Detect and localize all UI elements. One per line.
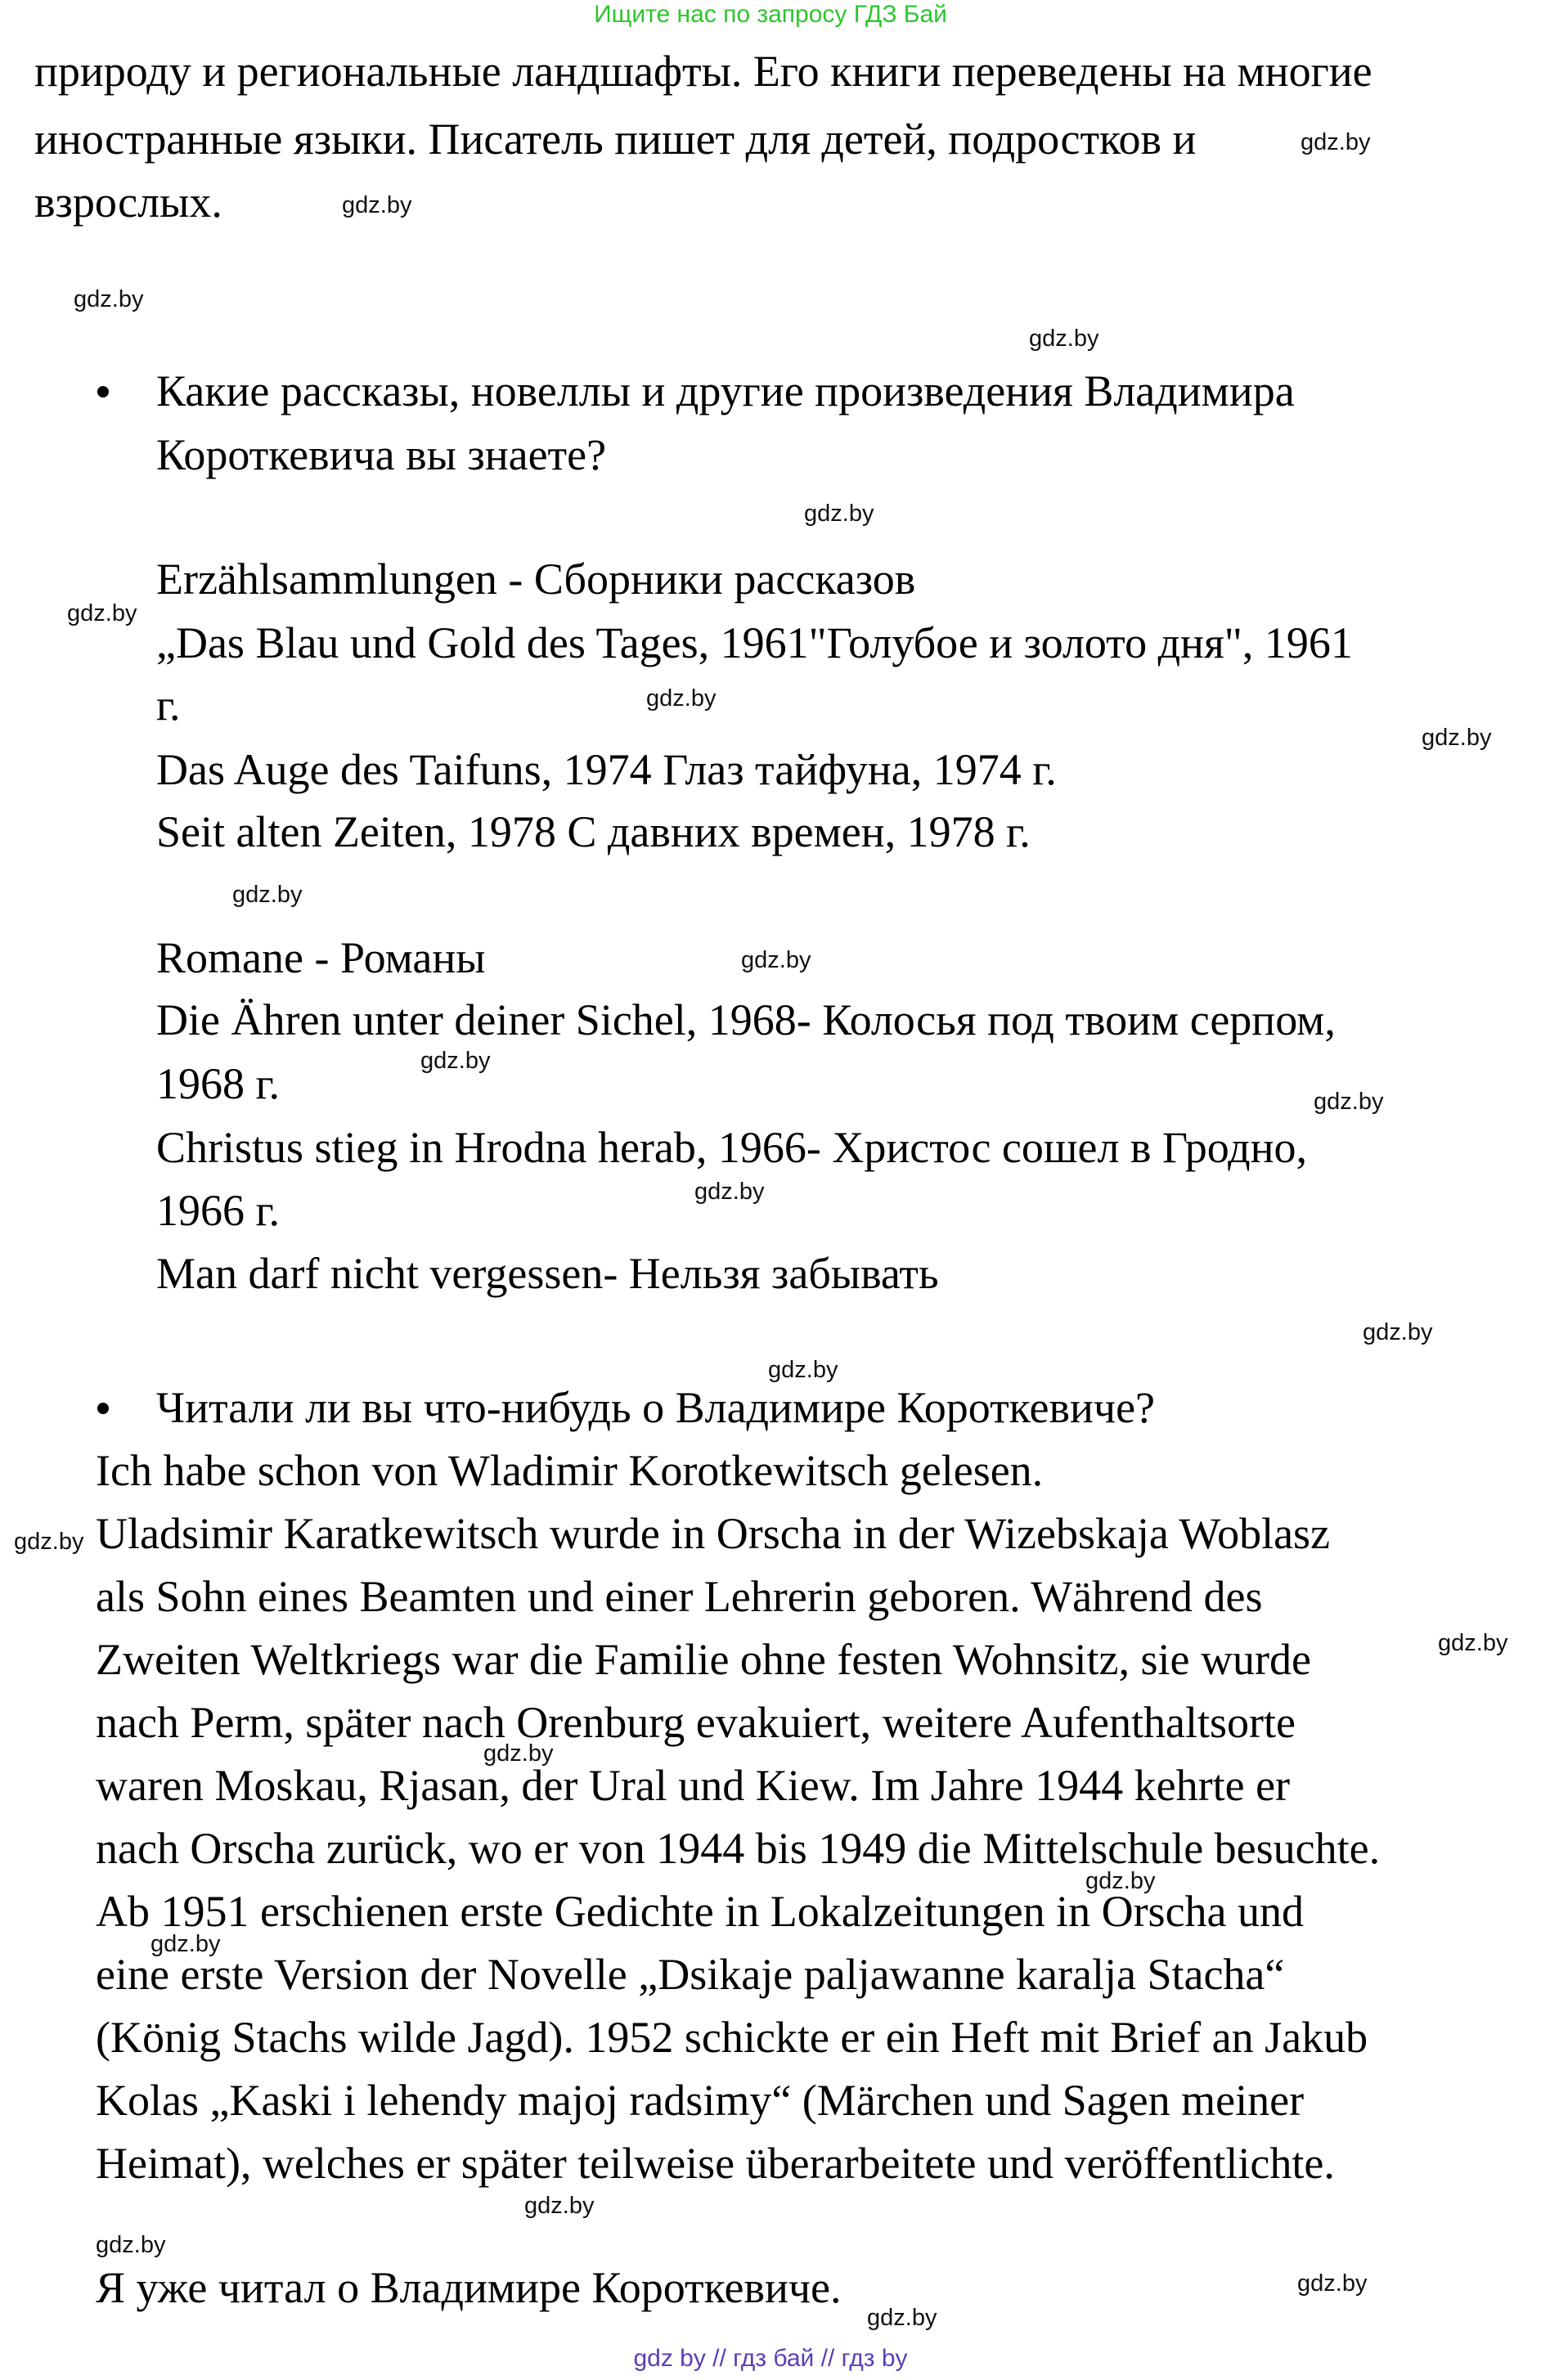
answer-line-1: Ich habe schon von Wladimir Korotkewitsch gelesen. [96, 1446, 1044, 1495]
watermark: gdz.by [694, 1179, 765, 1205]
answer-closing: Я уже читал о Владимире Короткевиче. [96, 2263, 842, 2312]
novels-item-1-line-2: 1968 г. [156, 1059, 281, 1108]
intro-line-3: взрослых. [34, 177, 222, 227]
watermark: gdz.by [483, 1740, 554, 1767]
novels-item-1-line-1: Die Ähren unter deiner Sichel, 1968- Колосья под твоим серпом, [156, 995, 1336, 1044]
answer-line-4: Zweiten Weltkriegs war die Familie ohne festen Wohnsitz, sie wurde [96, 1635, 1311, 1684]
header-search-note: Ищите нас по запросу ГДЗ Бай [594, 1, 947, 28]
answer-line-5: nach Perm, später nach Orenburg evakuiert, weitere Aufenthaltsorte [96, 1698, 1296, 1747]
stories-heading: Erzählsammlungen - Сборники рассказов [156, 555, 916, 604]
watermark: gdz.by [1301, 129, 1371, 155]
question2-text: Читали ли вы что-нибудь о Владимире Короткевиче? [156, 1383, 1156, 1432]
watermark: gdz.by [342, 192, 412, 218]
stories-item-3: Seit alten Zeiten, 1978 С давних времен, 1978 г. [156, 807, 1031, 856]
answer-line-7: nach Orscha zurück, wo er von 1944 bis 1949 die Mittelschule besuchte. [96, 1824, 1381, 1873]
bullet-icon [97, 386, 109, 397]
answer-line-3: als Sohn eines Beamten und einer Lehrerin geboren. Während des [96, 1572, 1263, 1621]
intro-line-2: иностранные языки. Писатель пишет для детей, подростков и [34, 115, 1197, 164]
intro-line-1: природу и региональные ландшафты. Его книги переведены на многие [34, 47, 1373, 96]
watermark: gdz.by [1438, 1630, 1508, 1656]
watermark: gdz.by [741, 947, 811, 973]
stories-item-1-line-1: „Das Blau und Gold des Tages, 1961"Голубое и золото дня", 1961 [156, 618, 1353, 667]
watermark: gdz.by [867, 2305, 937, 2331]
footer-note: gdz by // гдз бай // гдз by [633, 2345, 908, 2372]
watermark: gdz.by [96, 2232, 166, 2258]
watermark: gdz.by [804, 501, 874, 527]
watermark: gdz.by [74, 286, 144, 312]
answer-line-12: Heimat), welches er später teilweise überarbeitete und veröffentlichte. [96, 2139, 1335, 2188]
answer-line-11: Kolas „Kaski i lehendy majoj radsimy“ (Märchen und Sagen meiner [96, 2076, 1305, 2125]
stories-item-2: Das Auge des Taifuns, 1974 Глаз тайфуна, 1974 г. [156, 745, 1057, 794]
novels-item-2-line-2: 1966 г. [156, 1186, 281, 1235]
watermark: gdz.by [67, 600, 137, 626]
novels-item-3: Man darf nicht vergessen- Нельзя забывать [156, 1249, 939, 1298]
watermark: gdz.by [420, 1048, 491, 1074]
watermark: gdz.by [1314, 1089, 1384, 1115]
watermark: gdz.by [646, 685, 717, 712]
novels-heading: Romane - Романы [156, 933, 486, 982]
watermark: gdz.by [1422, 725, 1492, 751]
watermark: gdz.by [232, 882, 303, 908]
answer-line-8: Ab 1951 erschienen erste Gedichte in Lokalzeitungen in Orscha und [96, 1887, 1305, 1936]
watermark: gdz.by [1363, 1319, 1433, 1345]
answer-line-6: waren Moskau, Rjasan, der Ural und Kiew. Im Jahre 1944 kehrte er [96, 1761, 1291, 1810]
watermark: gdz.by [14, 1529, 84, 1555]
bullet-icon [97, 1403, 109, 1414]
watermark: gdz.by [1297, 2270, 1368, 2297]
stories-item-1-line-2: г. [156, 680, 181, 730]
watermark: gdz.by [1085, 1868, 1156, 1894]
novels-item-2-line-1: Christus stieg in Hrodna herab, 1966- Христос сошел в Гродно, [156, 1123, 1308, 1172]
watermark: gdz.by [768, 1357, 838, 1383]
watermark: gdz.by [1029, 326, 1099, 352]
answer-line-9: eine erste Version der Novelle „Dsikaje paljawanne karalja Stacha“ [96, 1950, 1285, 1999]
answer-line-2: Uladsimir Karatkewitsch wurde in Orscha in der Wizebskaja Woblasz [96, 1509, 1331, 1558]
watermark: gdz.by [524, 2193, 595, 2219]
question1-line-1: Какие рассказы, новеллы и другие произведения Владимира [156, 366, 1295, 415]
question1-line-2: Короткевича вы знаете? [156, 430, 607, 479]
watermark: gdz.by [151, 1931, 221, 1957]
answer-line-10: (König Stachs wilde Jagd). 1952 schickte er ein Heft mit Brief an Jakub [96, 2013, 1368, 2062]
